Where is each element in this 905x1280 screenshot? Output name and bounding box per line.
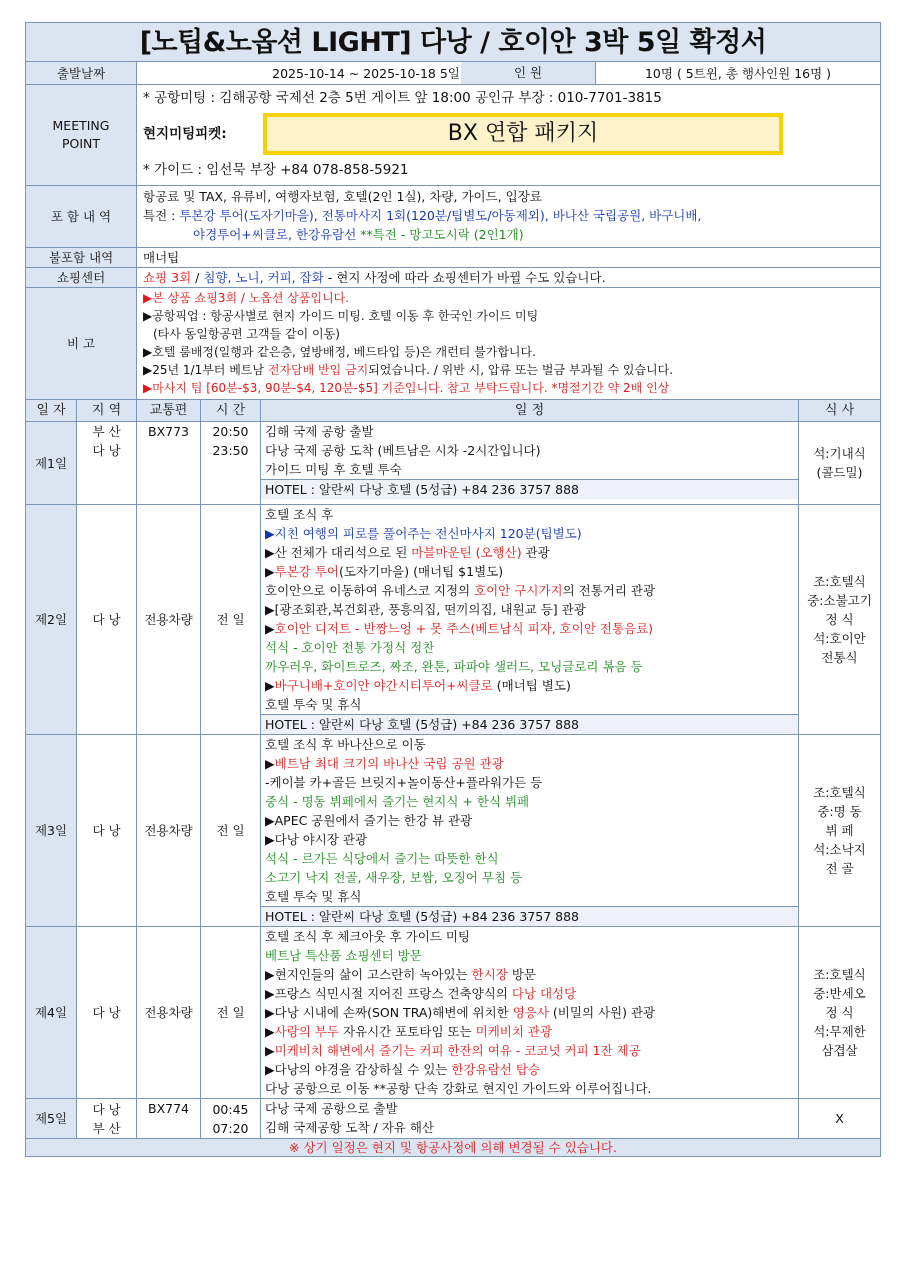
- meeting-ticket: BX 연합 패키지: [263, 113, 783, 155]
- header-time: 시 간: [201, 400, 261, 422]
- day-meal: 조:호텔식 중:명 동 뷔 페 석:소낙지 전 골: [799, 735, 881, 927]
- day-row: [26, 1099, 881, 1139]
- meeting-label: MEETING POINT: [26, 85, 137, 186]
- meeting-ticket-row: [143, 109, 874, 159]
- people-value: 10명 ( 5트윈, 총 행사인원 16명 ): [644, 65, 831, 81]
- includes-line: 항공료 및 TAX, 유류비, 여행자보험, 호텔(2인 1실), 차량, 가이드, 입장료: [143, 189, 542, 204]
- day-row: [26, 927, 881, 1099]
- header-region: 지 역: [77, 400, 137, 422]
- day-meal: X: [799, 1099, 881, 1139]
- header-meal: 식 사: [799, 400, 881, 422]
- day-transport: 전용차량: [137, 505, 201, 735]
- day-time: 전 일: [201, 505, 261, 735]
- hotel-info: HOTEL : 알란씨 다낭 호텔 (5성급) +84 236 3757 888: [261, 906, 798, 926]
- itinerary-table: [25, 22, 881, 85]
- header-day: 일 자: [26, 400, 77, 422]
- day-schedule: 호텔 조식 후 바나산으로 이동 ▶베트남 최대 크기의 바나산 국립 공원 관광 -케이블 카+골든 브릿지+놀이동산+플라워가든 등 중식 - 명동 뷔페에서 즐기는 현지식 + 한식 뷔페 ▶APEC 공원에서 즐기는 한강 뷰 관광 ▶다낭 야시장 관광 석식 - 르가든 식당에서 즐기는 따뜻한 한식 소고기 낙지 전골, 새우장, 보쌈, 오징어 무침 등 호텔 투숙 및 휴식 HOTEL : 알란씨 다낭 호텔 (5성급) +84 236 3757 888: [261, 735, 799, 927]
- info-table: [25, 84, 881, 400]
- day-row: [26, 422, 881, 505]
- shopping-value: 쇼핑 3회 / 침향, 노니, 커피, 잡화 - 현지 사정에 따라 쇼핑센터가 바뀔 수도 있습니다.: [137, 268, 881, 288]
- day-schedule: 다낭 국제 공항으로 출발 김해 국제공항 도착 / 자유 해산: [261, 1099, 799, 1139]
- includes-perks-cont: 야경투어+씨클로, 한강유람선 **특전 - 망고도시락 (2인1개): [193, 227, 524, 242]
- day-schedule: 김해 국제 공항 출발 다낭 국제 공항 도착 (베트남은 시차 -2시간입니다) 가이드 미팅 후 호텔 투숙 HOTEL : 알란씨 다낭 호텔 (5성급) +84 236 3757 888: [261, 422, 799, 505]
- day-transport: 전용차량: [137, 927, 201, 1099]
- remark-5: ▶25년 1/1부터 베트남 전자담배 반입 금지되었습니다. / 위반 시, 압류 또는 벌금 부과될 수 있습니다.: [143, 363, 674, 377]
- day-transport: BX774: [137, 1099, 201, 1139]
- hotel-info: HOTEL : 알란씨 다낭 호텔 (5성급) +84 236 3757 888: [261, 714, 798, 734]
- day-meal: 조:호텔식 중:소불고기 정 식 석:호이안 전통식: [799, 505, 881, 735]
- day-region: 부 산 다 낭: [77, 422, 137, 505]
- departure-label: 출발날짜: [26, 62, 137, 85]
- day-time: 00:45 07:20: [201, 1099, 261, 1139]
- guide-info: * 가이드 : 임선묵 부장 +84 078-858-5921: [143, 162, 409, 178]
- footer-note: ※ 상기 일정은 현지 및 항공사정에 의해 변경될 수 있습니다.: [26, 1139, 881, 1157]
- departure-value: 2025-10-14 ~ 2025-10-18 5일: [137, 62, 596, 85]
- shopping-label: 쇼핑센터: [26, 268, 137, 288]
- day-row: [26, 735, 881, 927]
- day-time: 전 일: [201, 927, 261, 1099]
- header-schedule: 일 정: [261, 400, 799, 422]
- day-region: 다 낭: [77, 927, 137, 1099]
- remark-4: ▶호텔 룸배정(일행과 같은층, 옆방배정, 베드타입 등)은 개런티 불가합니다.: [143, 345, 536, 359]
- remarks-label: 비 고: [26, 288, 137, 400]
- page-title: [노팁&노옵션 LIGHT] 다낭 / 호이안 3박 5일 확정서: [26, 23, 881, 62]
- ticket-label: 현지미팅피켓:: [143, 125, 227, 142]
- remark-3: (타사 동일항공편 고객들 같이 이동): [153, 327, 340, 341]
- remark-6: ▶마사지 팁 [60분-$3, 90분-$4, 120분-$5] 기준입니다. 참고 부탁드립니다. *명절기간 약 2배 인상: [143, 381, 670, 395]
- includes-perks: 특전 : 투본강 투어(도자기마을), 전통마사지 1회(120분/팁별도/아동제외), 바나산 국립공원, 바구니배,: [143, 208, 702, 223]
- day-meal: 석:기내식 (콜드밀): [799, 422, 881, 505]
- day-meal: 조:호텔식 중:반세오 정 식 석:무제한 삼겹살: [799, 927, 881, 1099]
- day-label: 제2일: [26, 505, 77, 735]
- day-schedule: 호텔 조식 후 ▶지친 여행의 피로를 풀어주는 전신마사지 120분(팁별도) ▶산 전체가 대리석으로 된 마블마운틴 (오행산) 관광 ▶투본강 투어(도자기마을) (매너팁 $1별도) 호이안으로 이동하여 유네스코 지정의 호이안 구시가지의 전통거리 관광 ▶[광조회관,복건회관, 풍흥의집, 떤끼의집, 내원교 등] 관광 ▶호이안 디저트 - 반짱느엉 + 못 주스(베트남식 피자, 호이안 전통음료) 석식 - 호이안 전통 가정식 정찬 까우러우, 화이트로즈, 짜조, 완톤, 파파야 샐러드, 모닝글로리 볶음 등 ▶바구니배+호이안 야간시티투어+씨클로 (매너팁 별도) 호텔 투숙 및 휴식 HOTEL : 알란씨 다낭 호텔 (5성급) +84 236 3757 888: [261, 505, 799, 735]
- people-row-cell: [513, 62, 881, 85]
- airport-meeting: * 공항미팅 : 김해공항 국제선 2층 5번 게이트 앞 18:00 공인규 부장 : 010-7701-3815: [143, 90, 662, 106]
- schedule-table: [25, 399, 881, 1157]
- day-transport: 전용차량: [137, 735, 201, 927]
- day-region: 다 낭: [77, 735, 137, 927]
- excludes-label: 불포함 내역: [26, 248, 137, 268]
- people-label: 인 원: [461, 62, 596, 84]
- day-schedule: 호텔 조식 후 체크아웃 후 가이드 미팅 베트남 특산품 쇼핑센터 방문 ▶현지인들의 삶이 고스란히 녹아있는 한시장 방문 ▶프랑스 식민시절 지어진 프랑스 건축양식의 다낭 대성당 ▶다낭 시내에 손짜(SON TRA)해변에 위치한 영응사 (비밀의 사원) 관광 ▶사랑의 부두 자유시간 포토타임 또는 미케비치 관광 ▶미케비치 해변에서 즐기는 커피 한잔의 여유 - 코코넛 커피 1잔 제공 ▶다낭의 야경을 감상하실 수 있는 한강유람선 탑승 다낭 공항으로 이동 **공항 단속 강화로 현지인 가이드와 이루어집니다.: [261, 927, 799, 1099]
- itinerary-sheet: [25, 22, 880, 1157]
- day-region: 다 낭: [77, 505, 137, 735]
- day-row: [26, 505, 881, 735]
- hotel-info: HOTEL : 알란씨 다낭 호텔 (5성급) +84 236 3757 888: [261, 479, 798, 499]
- includes-label: 포 함 내 역: [26, 186, 137, 248]
- remark-2: ▶공항픽업 : 항공사별로 현지 가이드 미팅. 호텔 이동 후 한국인 가이드 미팅: [143, 309, 539, 323]
- remark-1: ▶본 상품 쇼핑3회 / 노옵션 상품입니다.: [143, 291, 350, 305]
- day-label: 제4일: [26, 927, 77, 1099]
- header-transport: 교통편: [137, 400, 201, 422]
- day-region: 다 낭 부 산: [77, 1099, 137, 1139]
- day-label: 제3일: [26, 735, 77, 927]
- day-time: 20:50 23:50: [201, 422, 261, 505]
- day-transport: BX773: [137, 422, 201, 505]
- day-label: 제1일: [26, 422, 77, 505]
- day-time: 전 일: [201, 735, 261, 927]
- excludes-value: 매너팁: [137, 248, 881, 268]
- day-label: 제5일: [26, 1099, 77, 1139]
